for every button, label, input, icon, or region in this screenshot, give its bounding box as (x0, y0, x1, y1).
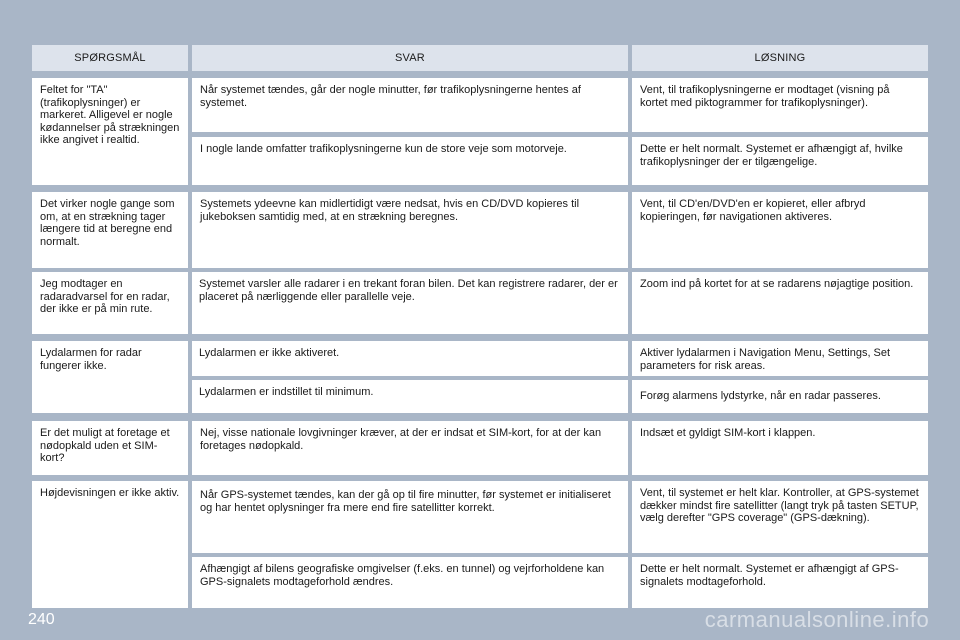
answer-cell: I nogle lande omfatter trafikoplysningerne kun de store veje som motorveje. (192, 137, 628, 185)
solution-cell: Vent, til systemet er helt klar. Kontroller, at GPS-systemet dækker mindst fire satellitter (langt tryk på tasten SETUP, vælg derefter "GPS coverage" (GPS-dækning). (632, 481, 928, 553)
answer-cell: Systemet varsler alle radarer i en trekant foran bilen. Det kan registrere radarer, der er placeret på nærliggende eller parallelle veje. (192, 272, 628, 334)
solution-cell: Forøg alarmens lydstyrke, når en radar passeres. (632, 380, 928, 413)
solution-cell: Zoom ind på kortet for at se radarens nøjagtige position. (632, 272, 928, 334)
header-solution: LØSNING (632, 45, 928, 71)
page-number: 240 (28, 611, 55, 628)
watermark: carmanualsonline.info (704, 607, 930, 632)
question-cell: Lydalarmen for radar fungerer ikke. (32, 341, 188, 413)
answer-cell: Når GPS-systemet tændes, kan der gå op til fire minutter, før systemet er initialiseret og har hentet oplysninger fra mere end fire satellitter korrekt. (192, 481, 628, 553)
question-cell: Det virker nogle gange som om, at en strækning tager længere tid at beregne end normalt. (32, 192, 188, 268)
solution-cell: Dette er helt normalt. Systemet er afhængigt af GPS-signalets modtageforhold. (632, 557, 928, 608)
solution-cell: Vent, til CD'en/DVD'en er kopieret, eller afbryd kopieringen, før navigationen aktiveres. (632, 192, 928, 268)
header-question: SPØRGSMÅL (32, 45, 188, 71)
question-cell: Feltet for "TA" (trafikoplysninger) er markeret. Alligevel er nogle kødannelser på strækningen ikke angivet i realtid. (32, 78, 188, 185)
solution-cell: Vent, til trafikoplysningerne er modtaget (visning på kortet med piktogrammer for trafikoplysninger). (632, 78, 928, 132)
header-answer: SVAR (192, 45, 628, 71)
solution-cell: Indsæt et gyldigt SIM-kort i klappen. (632, 421, 928, 475)
question-cell: Højdevisningen er ikke aktiv. (32, 481, 188, 608)
answer-cell: Lydalarmen er ikke aktiveret. (192, 341, 628, 376)
answer-cell: Afhængigt af bilens geografiske omgivelser (f.eks. en tunnel) og vejrforholdene kan GPS-signalets modtageforhold ændres. (192, 557, 628, 608)
question-cell: Jeg modtager en radaradvarsel for en radar, der ikke er på min rute. (32, 272, 188, 334)
answer-cell: Nej, visse nationale lovgivninger kræver, at der er indsat et SIM-kort, for at der kan foretages nødopkald. (192, 421, 628, 475)
solution-cell: Dette er helt normalt. Systemet er afhængigt af, hvilke trafikoplysninger der er tilgængelige. (632, 137, 928, 185)
solution-cell: Aktiver lydalarmen i Navigation Menu, Settings, Set parameters for risk areas. (632, 341, 928, 376)
question-cell: Er det muligt at foretage et nødopkald uden et SIM-kort? (32, 421, 188, 475)
answer-cell: Lydalarmen er indstillet til minimum. (192, 380, 628, 413)
answer-cell: Systemets ydeevne kan midlertidigt være nedsat, hvis en CD/DVD kopieres til jukeboksen samtidig med, at en strækning beregnes. (192, 192, 628, 268)
answer-cell: Når systemet tændes, går der nogle minutter, før trafikoplysningerne hentes af systemet. (192, 78, 628, 132)
